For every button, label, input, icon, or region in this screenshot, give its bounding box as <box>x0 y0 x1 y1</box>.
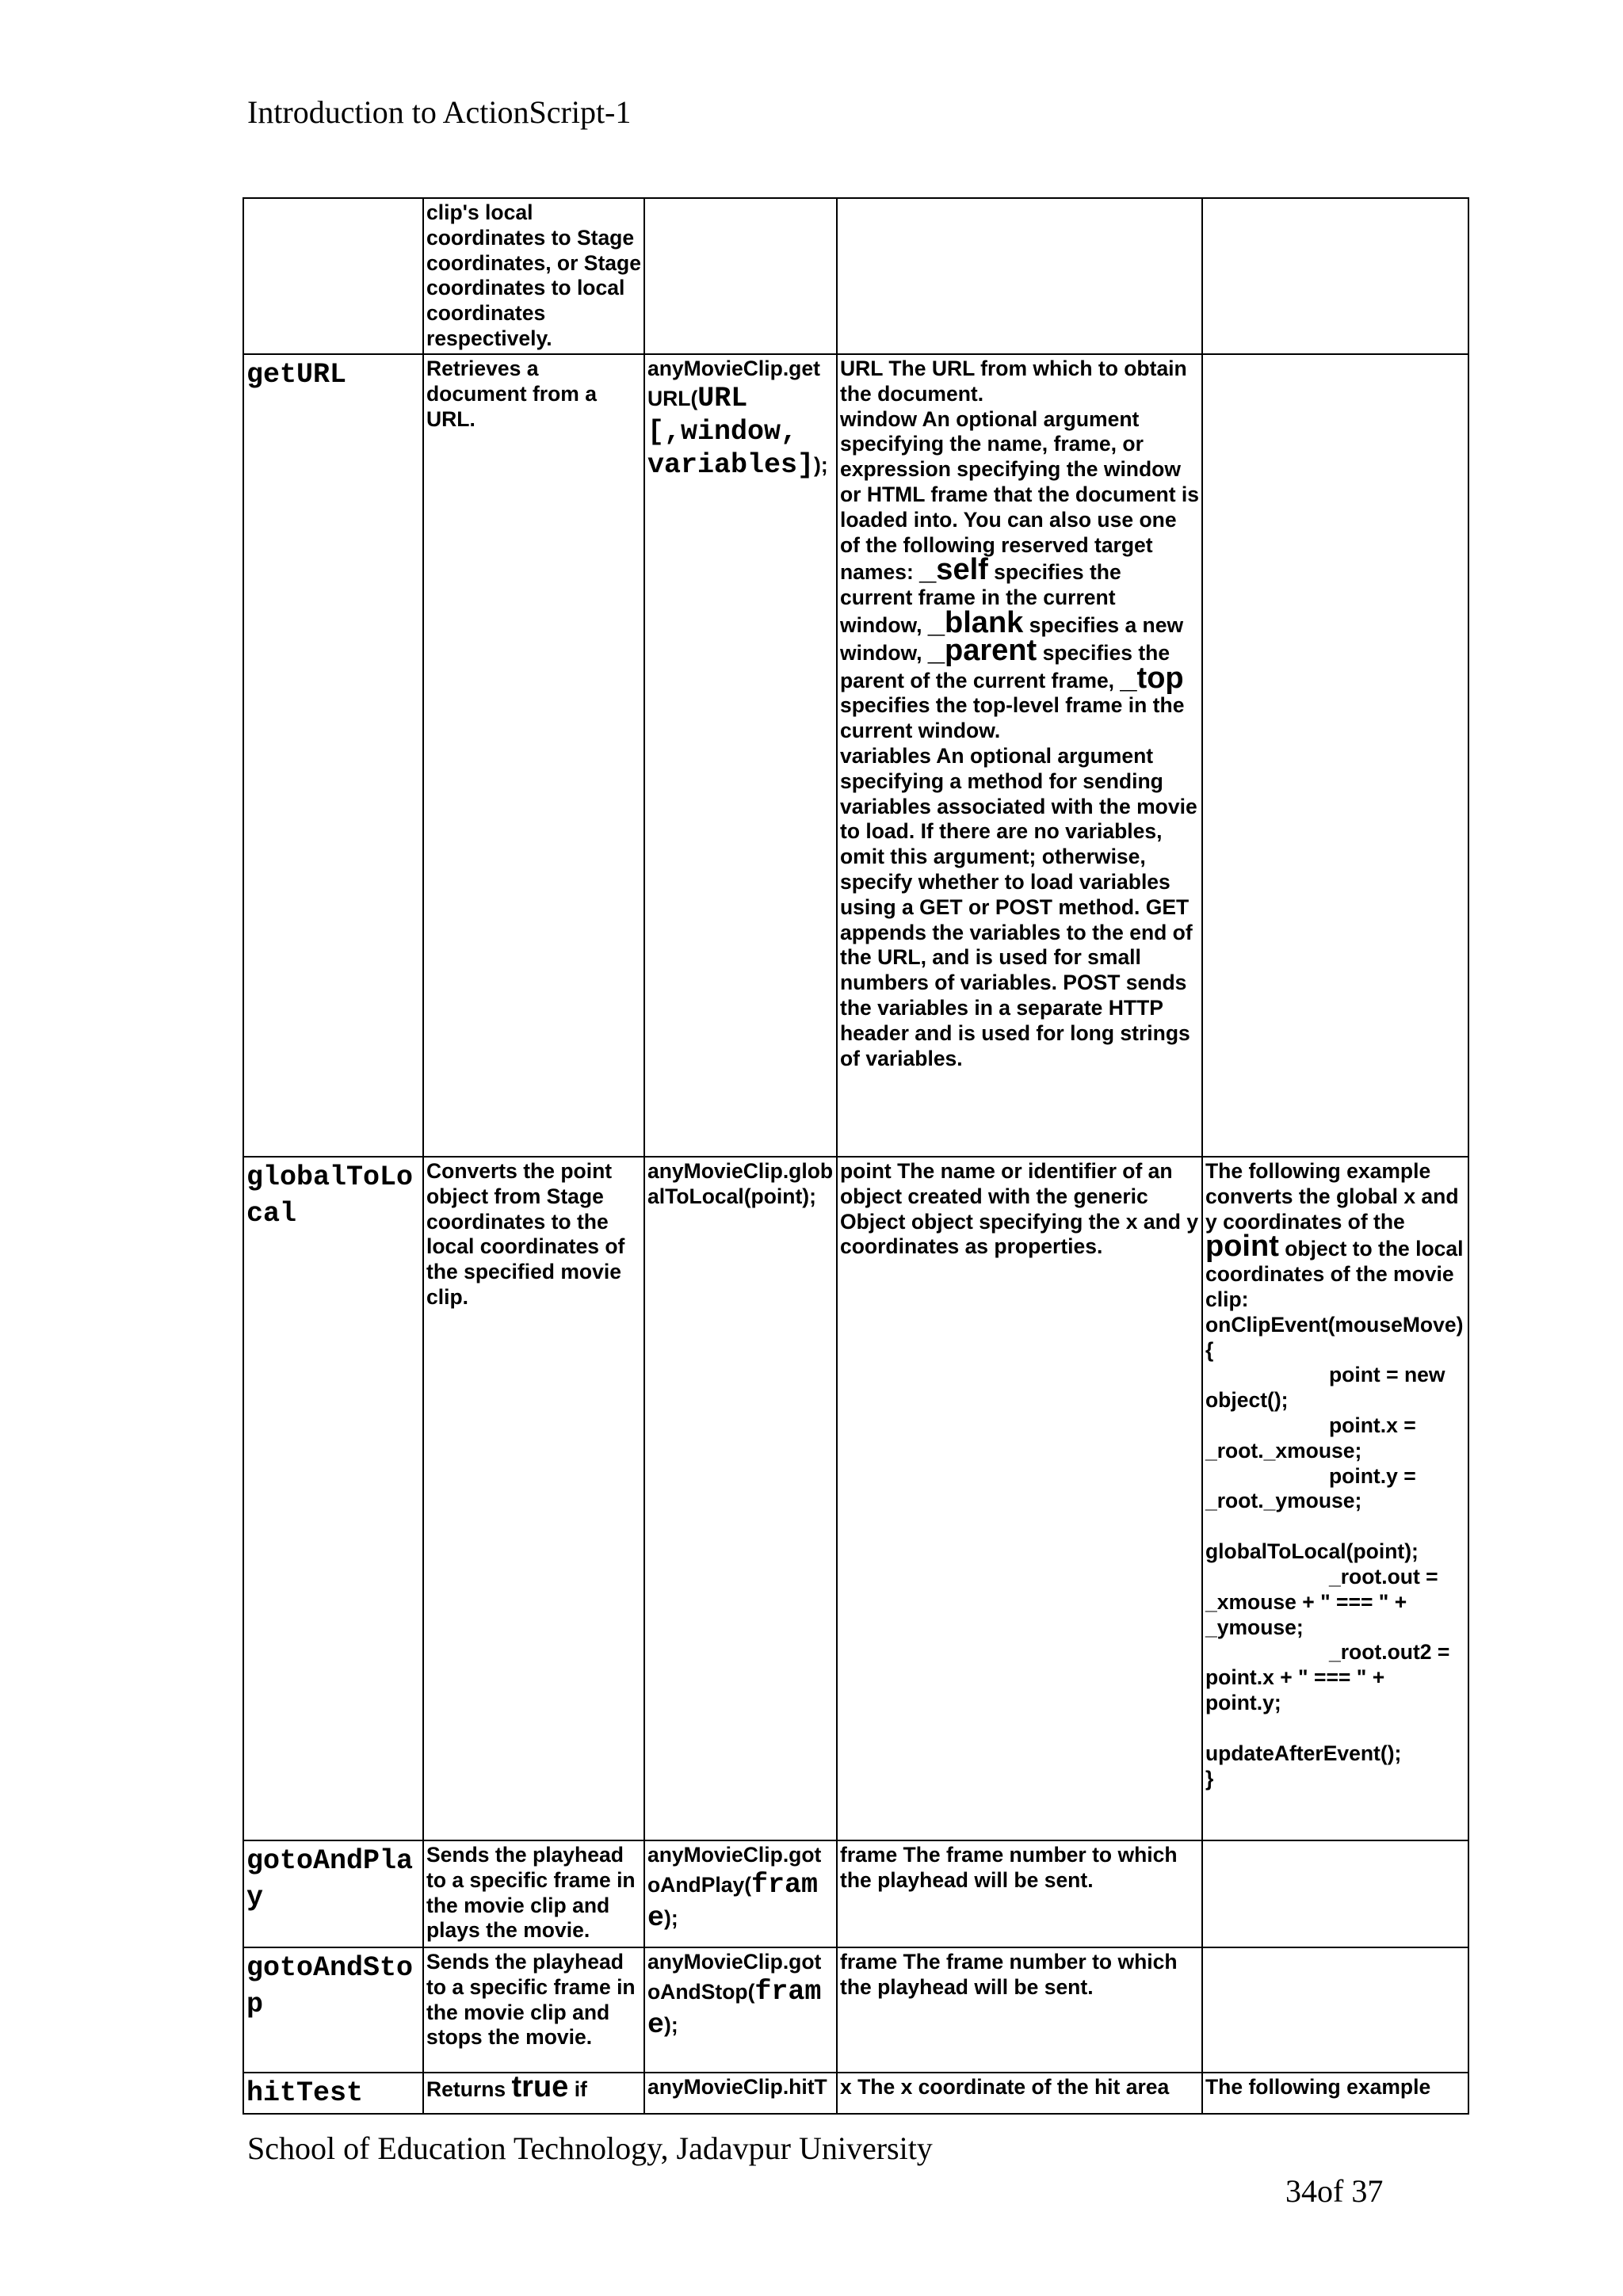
syntax-suffix: ); <box>664 1905 678 1930</box>
parameters-cell: x The x coordinate of the hit area <box>837 2073 1202 2114</box>
syntax-prefix: anyMovieClip.gotoAndStop( <box>647 1950 822 2004</box>
blank-line <box>1205 1716 1465 1741</box>
description-cell: clip's local coordinates to Stage coordinates, or Stage coordinates to local coordinates respectively. <box>423 198 644 354</box>
target-self: _self <box>919 553 988 587</box>
description-cell: Sends the playhead to a specific frame in the movie clip and stops the movie. <box>423 1947 644 2073</box>
code-line: updateAfterEvent(); <box>1205 1741 1402 1765</box>
code-line: _root._ymouse; <box>1205 1489 1362 1513</box>
code-line: point.x + " === " + <box>1205 1665 1385 1690</box>
parameters-cell <box>837 198 1202 354</box>
syntax-cell <box>644 354 837 1157</box>
syntax-prefix: anyMovieClip.gotoAndPlay( <box>647 1843 822 1897</box>
description-cell: Sends the playhead to a specific frame in the movie clip and plays the movie. <box>423 1840 644 1947</box>
code-line: point.y = <box>1329 1463 1416 1488</box>
blank-line <box>1205 1514 1465 1539</box>
table-row <box>243 198 1468 354</box>
example-point-word: point <box>1205 1230 1279 1264</box>
parameters-cell: point The name or identifier of an object created with the generic Object object specifying the x and y coordinates as properties. <box>837 1157 1202 1840</box>
param-text: specifies the parent of the current frame, <box>840 640 1170 692</box>
param-window: window An optional argument specifying the name, frame, or expression specifying the window or HTML frame that the document is loaded into. You can also use one of the following reserved target names: <box>840 406 1199 585</box>
syntax-cell: anyMovieClip.hitT <box>644 2073 837 2114</box>
footer-page-number: 34of 37 <box>1285 2173 1384 2209</box>
table-row <box>243 354 1468 1157</box>
method-reference-table <box>242 197 1469 2115</box>
param-variables: variables An optional argument specifying a method for sending variables associated with the movie to load. If there are no variables, omit this argument; otherwise, specify whether to load variables using a GET or POST method. GET appends the variables to the end of the URL, and is used for small numbers of variables. POST sends the variables in a separate HTTP header and is used for long strings of variables. <box>840 743 1197 1070</box>
target-top: _top <box>1120 661 1184 695</box>
footer-school: School of Education Technology, Jadavpur University <box>247 2130 933 2166</box>
table-row <box>243 1157 1468 1840</box>
example-intro: object to the local coordinates of the movie clip: <box>1205 1237 1464 1311</box>
code-line: _root._xmouse; <box>1205 1438 1362 1463</box>
method-name-cell: globalToLocal <box>243 1157 423 1840</box>
param-text: specifies the current frame in the current window, <box>840 560 1121 637</box>
parameters-cell: frame The frame number to which the playhead will be sent. <box>837 1840 1202 1947</box>
description-cell <box>423 2073 644 2114</box>
method-name-cell: gotoAndStop <box>243 1947 423 2073</box>
method-name-cell: gotoAndPlay <box>243 1840 423 1947</box>
description-suffix: if <box>574 2077 587 2101</box>
example-cell <box>1202 1840 1468 1947</box>
description-true: true <box>511 2073 569 2103</box>
parameters-cell <box>837 354 1202 1157</box>
code-line: onClipEvent(mouseMove) { <box>1205 1312 1464 1362</box>
table-row <box>243 1947 1468 2073</box>
target-blank: _blank <box>927 605 1024 639</box>
description-prefix: Returns <box>426 2077 506 2101</box>
syntax-cell <box>644 198 837 354</box>
example-cell: The following example <box>1202 2073 1468 2114</box>
syntax-suffix: ); <box>814 452 828 477</box>
target-parent: _parent <box>927 633 1037 667</box>
method-name-cell <box>243 198 423 354</box>
method-name-cell: hitTest <box>243 2073 423 2114</box>
syntax-cell <box>644 1947 837 2073</box>
code-line: _root.out = <box>1329 1564 1438 1589</box>
param-url: URL The URL from which to obtain the document. <box>840 357 1187 406</box>
method-name-cell: getURL <box>243 354 423 1157</box>
code-line: _root.out2 = <box>1329 1640 1450 1665</box>
code-line: point.x = <box>1329 1413 1416 1437</box>
syntax-cell: anyMovieClip.globalToLocal(point); <box>644 1157 837 1840</box>
description-cell: Converts the point object from Stage coordinates to the local coordinates of the specified movie clip. <box>423 1157 644 1840</box>
example-intro: The following example converts the global x and y coordinates of the <box>1205 1159 1459 1234</box>
parameters-cell: frame The frame number to which the playhead will be sent. <box>837 1947 1202 2073</box>
param-text: specifies a new window, <box>840 612 1184 665</box>
code-line: _xmouse + " === " + <box>1205 1589 1407 1614</box>
code-line: } <box>1205 1766 1214 1791</box>
code-line: point.y; <box>1205 1690 1281 1714</box>
table-row <box>243 1840 1468 1947</box>
syntax-code: frame <box>647 1868 819 1934</box>
code-line: globalToLocal(point); <box>1205 1539 1419 1564</box>
param-text: specifies the top-level frame in the current window. <box>840 693 1185 743</box>
syntax-cell <box>644 1840 837 1947</box>
page-header-title: Introduction to ActionScript-1 <box>247 94 632 130</box>
example-cell <box>1202 354 1468 1157</box>
example-cell <box>1202 198 1468 354</box>
code-line: _ymouse; <box>1205 1615 1304 1639</box>
description-cell: Retrieves a document from a URL. <box>423 354 644 1157</box>
syntax-prefix: anyMovieClip.getURL( <box>647 357 820 410</box>
code-line: point = new <box>1329 1363 1445 1387</box>
example-cell <box>1202 1157 1468 1840</box>
example-cell <box>1202 1947 1468 2073</box>
table-row <box>243 2073 1468 2114</box>
syntax-code: URL [,window, variables] <box>647 382 815 481</box>
syntax-code: frame <box>647 1975 822 2041</box>
code-line: object(); <box>1205 1388 1289 1413</box>
syntax-suffix: ); <box>664 2012 678 2037</box>
